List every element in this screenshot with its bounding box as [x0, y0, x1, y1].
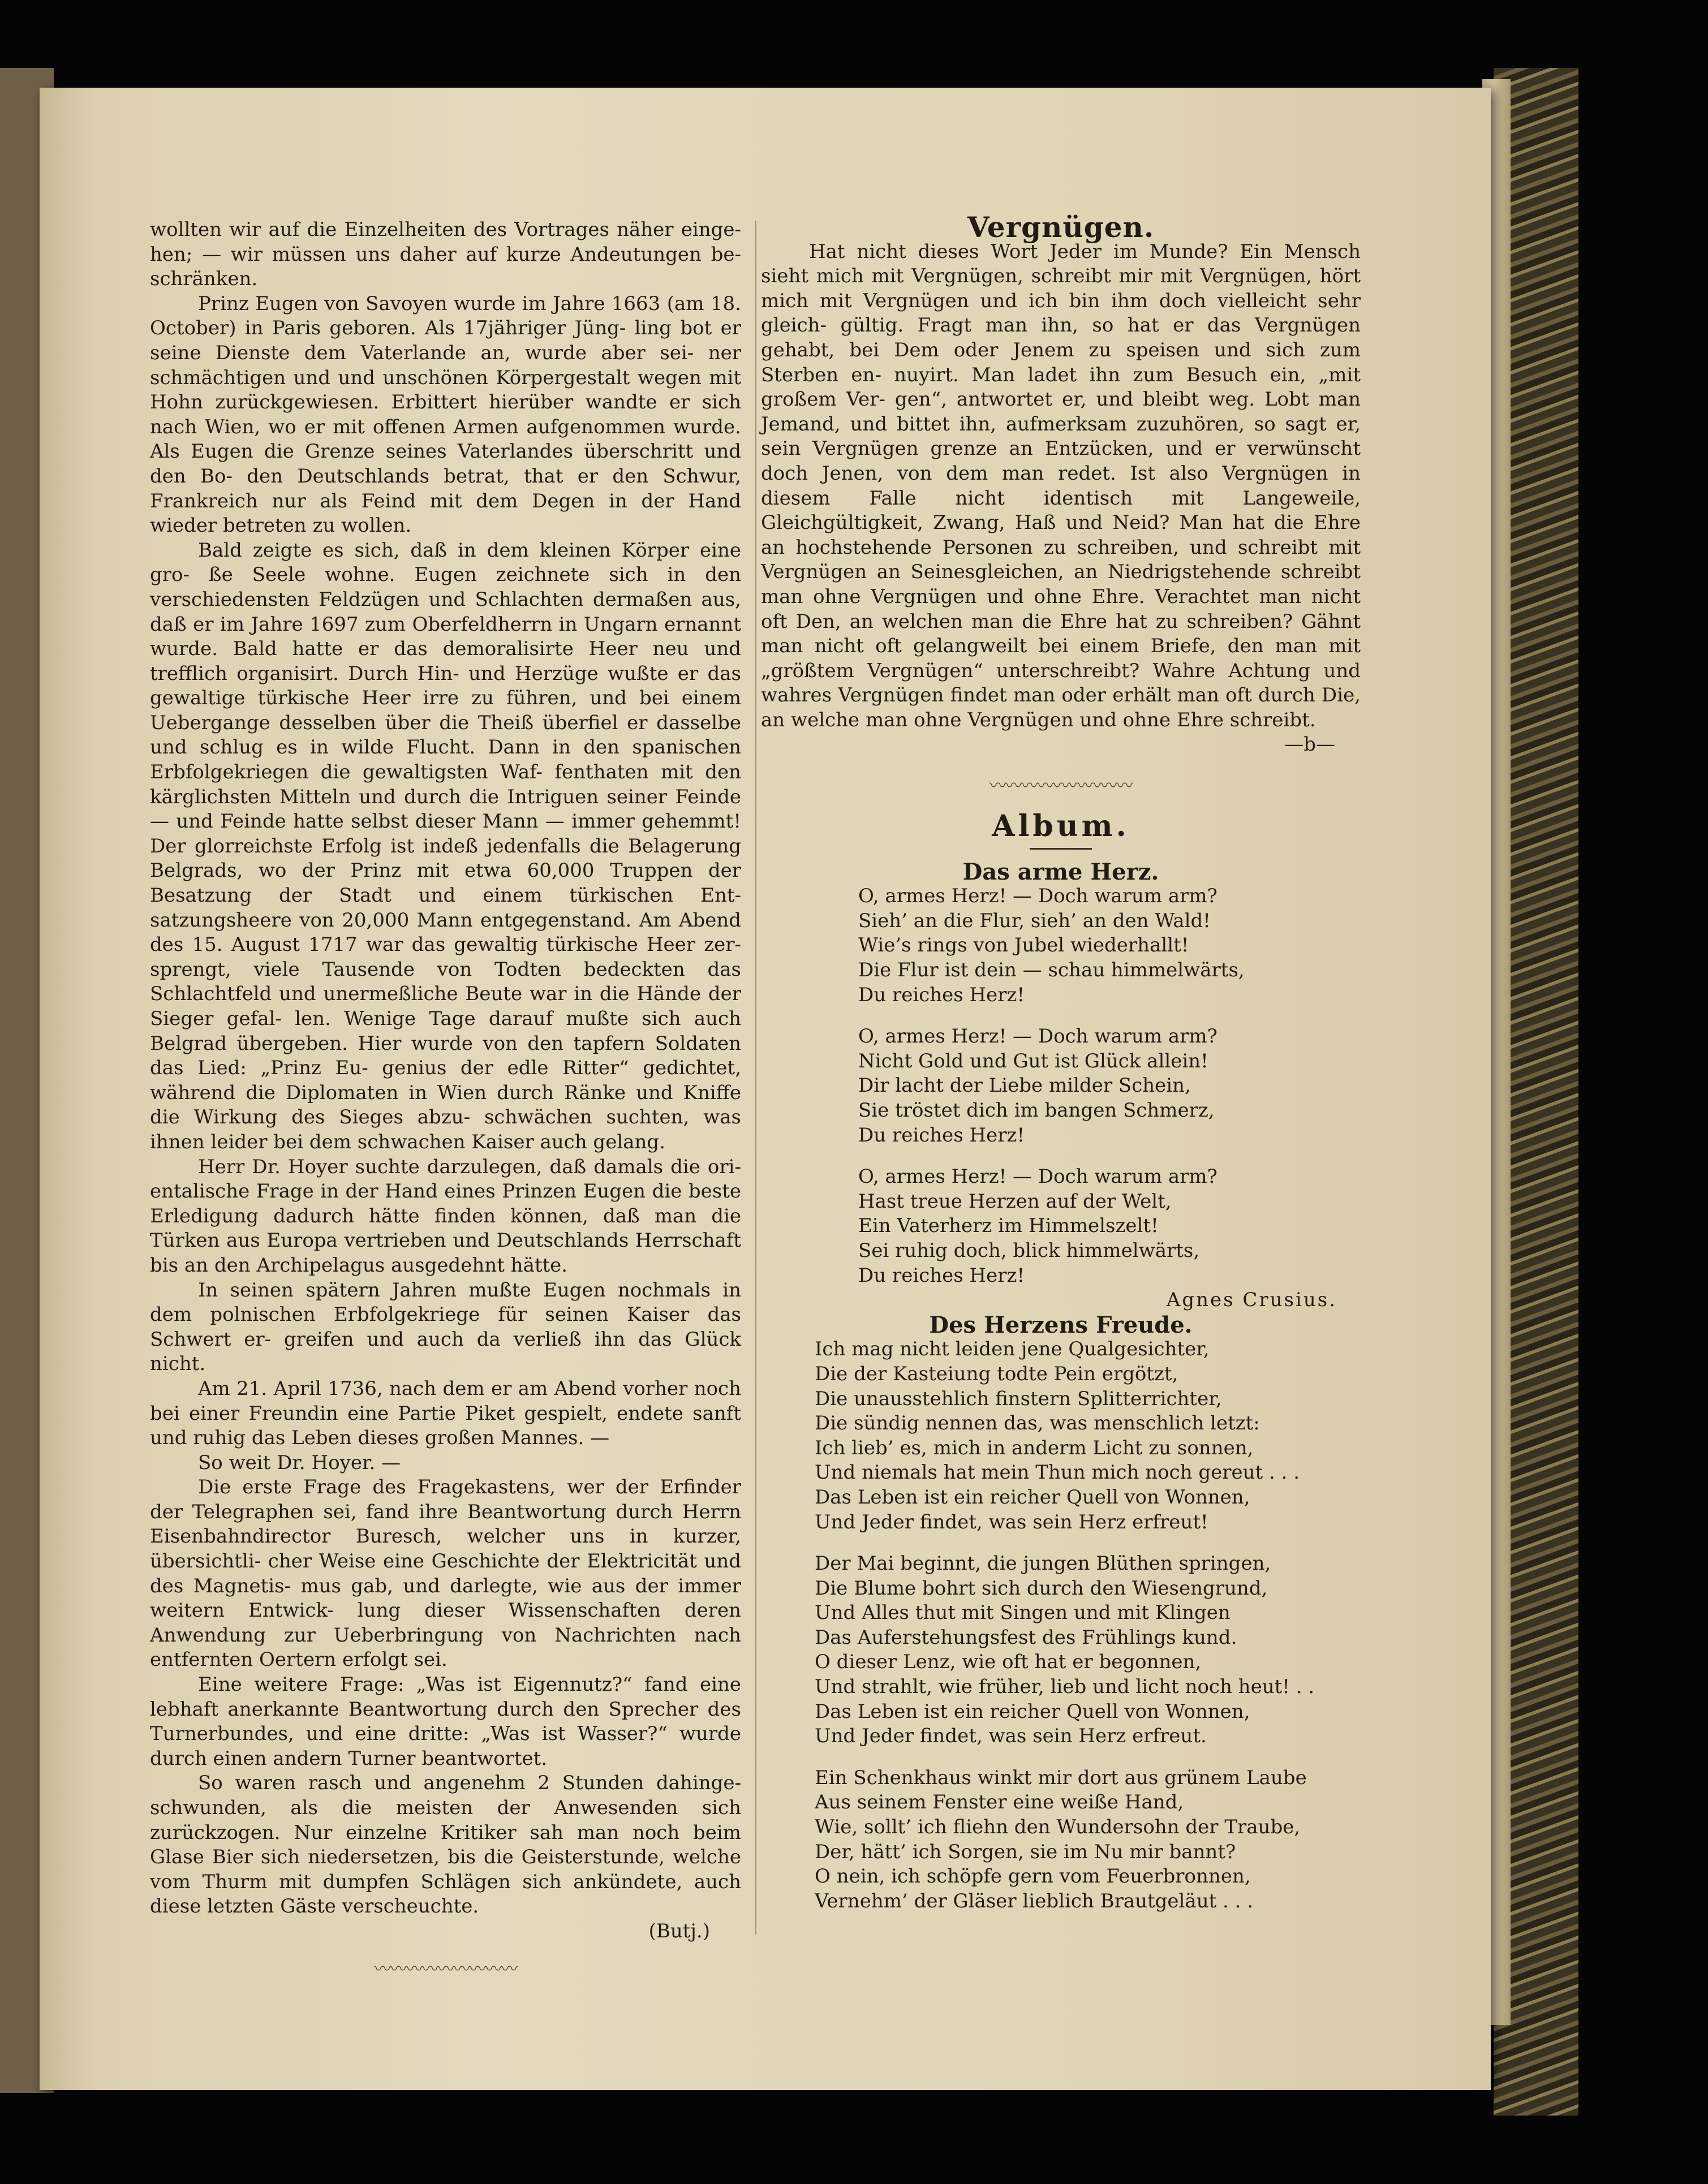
verse-line: Und Alles thut mit Singen und mit Klingen: [815, 1601, 1231, 1625]
verse-line: O, armes Herz! — Doch warum arm?: [858, 885, 1217, 908]
article-text: Hat nicht dieses Wort Jeder im Munde? Ein Mensch sieht mich mit Vergnügen, schreibt mir mit Vergnügen, hört mich mit Vergnügen und ich bin ihm doch vielleicht sehr gleich- gültig. Fragt man ihn, so hat er das Vergnügen gehabt, bei Dem oder Jenem zu speisen und sich zum Sterben en- nuyirt. Man ladet ihn zum Besuch ein, „mit großem Ver- gen“, antwortet er, und bleibt weg. Lobt man Jemand, und bittet ihn, aufmerksam zuzuhören, so sagt er, sein Vergnügen grenze an Entzücken, und er verwünscht doch Jenen, von dem man redet. Ist also Vergnügen in diesem Falle nicht identisch mit Langeweile, Gleichgültigkeit, Zwang, Haß und Neid? Man hat die Ehre an hochstehende Personen zu schreiben, und schreibt mit Vergnügen an Seinesgleichen, an Niedrigstehende schreibt man ohne Vergnügen und ohne Ehre. Verachtet man nicht oft Den, an welchen man die Ehre hat zu schreiben? Gähnt man nicht oft gelangweilt bei einem Briefe, den man mit „größtem Vergnügen“ unterschreibt? Wahre Achtung und wahres Vergnügen findet man oder erhält man oft durch Die, an welche man ohne Vergnügen und ohne Ehre schreibt.: [761, 240, 1361, 731]
verse-line: Ich mag nicht leiden jene Qualgesichter,: [815, 1338, 1210, 1361]
stanza: [761, 1024, 1361, 1148]
verse-line: Und Jeder findet, was sein Herz erfreut.: [815, 1725, 1207, 1748]
poem-title: Des Herzens Freude.: [929, 1311, 1193, 1338]
article-title: Vergnügen.: [967, 210, 1155, 244]
verse-line: Du reiches Herz!: [858, 1264, 1025, 1287]
paragraph: In seinen spätern Jahren mußte Eugen nochmals in dem polnischen Erbfolgekriege für seinen Kaiser das Schwert er- greifen und auch da verließ ihn das Glück nicht.: [150, 1278, 741, 1376]
stanza: [761, 1552, 1361, 1749]
verse-line: Die sündig nennen das, was menschlich letzt:: [815, 1412, 1260, 1435]
verse-line: Der Mai beginnt, die jungen Blüthen springen,: [815, 1552, 1271, 1575]
paragraph: wollten wir auf die Einzelheiten des Vortrages näher einge- hen; — wir müssen uns daher auf kurze Andeutungen be- schränken.: [150, 218, 741, 291]
verse-line: O, armes Herz! — Doch warum arm?: [858, 1165, 1217, 1188]
verse-line: Hast treue Herzen auf der Welt,: [858, 1190, 1172, 1213]
poem-author: Agnes Crusius.: [1166, 1289, 1337, 1312]
verse-line: Die der Kasteiung todte Pein ergötzt,: [815, 1362, 1178, 1385]
verse-line: Du reiches Herz!: [858, 983, 1025, 1006]
verse-line: Und Jeder findet, was sein Herz erfreut!: [815, 1510, 1208, 1533]
verse-line: Vernehm’ der Gläser lieblich Brautgeläut . . .: [815, 1889, 1254, 1912]
verse-line: Sei ruhig doch, blick himmelwärts,: [858, 1239, 1200, 1262]
verse-line: Dir lacht der Liebe milder Schein,: [858, 1074, 1191, 1097]
verse-line: Die Flur ist dein — schau himmelwärts,: [858, 959, 1245, 982]
verse-line: Und strahlt, wie früher, lieb und licht noch heut! . .: [815, 1675, 1315, 1699]
signoff: (Butj.): [648, 1919, 710, 1942]
verse-line: O dieser Lenz, wie oft hat er begonnen,: [815, 1651, 1202, 1674]
paragraph: Am 21. April 1736, nach dem er am Abend vorher noch bei einer Freundin eine Partie Piket gespielt, endete sanft und ruhig das Leben dieses großen Mannes. —: [150, 1377, 741, 1450]
column-rule: [755, 221, 756, 1935]
verse-line: Sieh’ an die Flur, sieh’ an den Wald!: [858, 909, 1211, 932]
poem-title: Das arme Herz.: [962, 858, 1159, 885]
stanza: [761, 1766, 1361, 1914]
verse-line: Nicht Gold und Gut ist Glück allein!: [858, 1049, 1208, 1072]
verse-line: O nein, ich schöpfe gern vom Feuerbronnen,: [815, 1865, 1251, 1888]
verse-line: Das Leben ist ein reicher Quell von Wonnen,: [815, 1700, 1250, 1723]
paragraph: Eine weitere Frage: „Was ist Eigennutz?“ fand eine lebhaft anerkannte Beantwortung durch den Sprecher des Turnerbundes, und eine dritte: „Was ist Wasser?“ wurde durch einen andern Turner beantwortet.: [150, 1673, 741, 1770]
section-title: Album.: [992, 809, 1130, 844]
ornamental-divider: 〰〰〰〰〰〰〰〰〰: [989, 776, 1132, 796]
article-signature: —b—: [1284, 733, 1335, 756]
right-column: [761, 210, 1361, 1914]
left-column: [150, 218, 741, 1978]
verse-line: O, armes Herz! — Doch warum arm?: [858, 1025, 1217, 1048]
stanza: [761, 884, 1361, 1007]
title-rule: [1030, 848, 1092, 850]
verse-line: Ein Vaterherz im Himmelszelt!: [858, 1214, 1159, 1238]
ornamental-divider: 〰〰〰〰〰〰〰〰〰: [374, 1959, 517, 1979]
stanza: [761, 1337, 1361, 1535]
verse-line: Wie’s rings von Jubel wiederhallt!: [858, 934, 1189, 957]
verse-line: Die unausstehlich finstern Splitterrichter,: [815, 1387, 1222, 1410]
verse-line: Das Auferstehungsfest des Frühlings kund.: [815, 1626, 1237, 1649]
verse-line: Und niemals hat mein Thun mich noch gereut . . .: [815, 1461, 1300, 1484]
stanza: [761, 1165, 1361, 1288]
verse-line: Ich lieb’ es, mich in anderm Licht zu sonnen,: [815, 1436, 1254, 1459]
paragraph: Die erste Frage des Fragekastens, wer der Erfinder der Telegraphen sei, fand ihre Beantwortung durch Herrn Eisenbahndirector Buresch, welcher uns in kurzer, übersichtli- cher Weise eine Geschichte der Elektricität und des Magnetis- mus gab, und darlegte, wie aus der immer weitern Entwick- lung dieser Wissenschaften deren Anwendung zur Ueberbringung von Nachrichten nach entfernten Oertern erfolgt sei.: [150, 1476, 741, 1672]
paragraph: So waren rasch und angenehm 2 Stunden dahinge- schwunden, als die meisten der Anwesenden sich zurückzogen. Nur einzelne Kritiker sah man noch beim Glase Bier sich niedersetzen, bis die Geisterstunde, welche vom Thurm mit dumpfen Schlägen sich ankündete, auch diese letzten Gäste verscheuchte.: [150, 1772, 741, 1918]
verse-line: Das Leben ist ein reicher Quell von Wonnen,: [815, 1485, 1250, 1509]
paragraph: Prinz Eugen von Savoyen wurde im Jahre 1663 (am 18. October) in Paris geboren. Als 17jähriger Jüng- ling bot er seine Dienste dem Vaterlande an, wurde aber sei- ner schmächtigen und und unschönen Körpergestalt wegen mit Hohn zurückgewiesen. Erbittert hierüber wandte er sich nach Wien, wo er mit offenen Armen aufgenommen wurde. Als Eugen die Grenze seines Vaterlandes überschritt und den Bo- den Deutschlands betrat, that er den Schwur, Frankreich nur als Feind mit dem Degen in der Hand wieder betreten zu wollen.: [150, 292, 741, 537]
verse-line: Sie tröstet dich im bangen Schmerz,: [858, 1099, 1215, 1122]
verse-line: Wie, sollt’ ich fliehn den Wundersohn der Traube,: [815, 1816, 1301, 1839]
verse-line: Die Blume bohrt sich durch den Wiesengrund,: [815, 1576, 1268, 1600]
verse-line: Der, hätt’ ich Sorgen, sie im Nu mir bannt?: [815, 1840, 1236, 1863]
verse-line: Ein Schenkhaus winkt mir dort aus grünem Laube: [815, 1766, 1307, 1789]
verse-line: Aus seinem Fenster eine weiße Hand,: [815, 1791, 1184, 1814]
verse-line: Du reiches Herz!: [858, 1123, 1025, 1147]
paragraph: Bald zeigte es sich, daß in dem kleinen Körper eine gro- ße Seele wohne. Eugen zeichnete sich in den verschiedensten Feldzügen und Schlachten dermaßen aus, daß er im Jahre 1697 zum Oberfeldherrn in Ungarn ernannt wurde. Bald hatte er das demoralisirte Heer neu und trefflich organisirt. Durch Hin- und Herzüge wußte er das gewaltige türkische Heer irre zu führen, und bei einem Uebergange desselben über die Theiß überfiel er dasselbe und schlug es in wilde Flucht. Dann in den spanischen Erbfolgekriegen die gewaltigsten Waf- fenthaten mit den kärglichsten Mitteln und durch die Intriguen seiner Feinde — und Feinde hatte selbst dieser Mann — immer gehemmt! Der glorreichste Erfolg ist indeß jedenfalls die Belagerung Belgrads, wo der Prinz mit etwa 60,000 Truppen der Besatzung der Stadt und einem türkischen Ent- satzungsheere von 20,000 Mann entgegenstand. Am Abend des 15. August 1717 war das gewaltig türkische Heer zer- sprengt, viele Tausende von Todten bedeckten das Schlachtfeld und unermeßliche Beute war in die Hände der Sieger gefal- len. Wenige Tage darauf mußte sich auch Belgrad übergeben. Hier wurde von den tapfern Soldaten das Lied: „Prinz Eu- genius der edle Ritter“ gedichtet, während die Diplomaten in Wien durch Ränke und Kniffe die Wirkung des Sieges abzu- schwächen suchten, was ihnen leider bei dem schwachen Kaiser auch gelang.: [150, 539, 741, 1153]
paragraph: Herr Dr. Hoyer suchte darzulegen, daß damals die ori- entalische Frage in der Hand eines Prinzen Eugen die beste Erledigung dadurch hätte finden können, daß man die Türken aus Europa vertrieben und Deutschlands Herrschaft bis an den Archipelagus ausgedehnt hätte.: [150, 1155, 741, 1277]
paragraph: So weit Dr. Hoyer. —: [198, 1451, 401, 1474]
